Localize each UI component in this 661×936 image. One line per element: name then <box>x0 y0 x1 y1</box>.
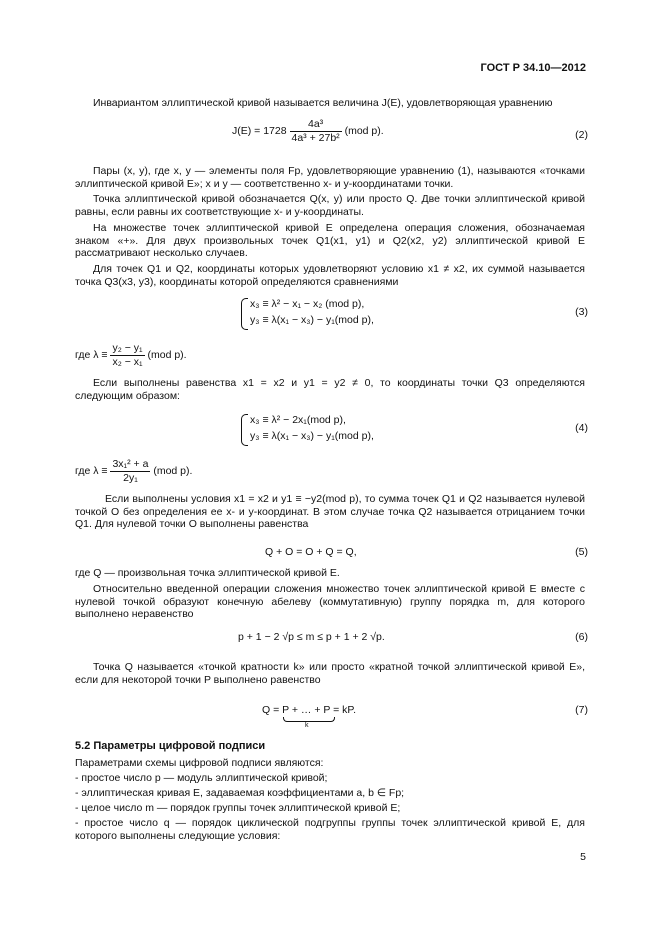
equation-7 <box>262 704 356 717</box>
section-intro: Параметрами схемы цифровой подписи являются: <box>75 757 324 769</box>
equation-3-line2: y₃ ≡ λ(x₁ − x₃) − y₁(mod p), <box>250 314 374 326</box>
eq4-brace <box>241 414 248 446</box>
eq3-brace <box>241 298 248 330</box>
paragraph-group: Относительно введенной операции сложения множество точек эллиптической кривой E вместе с нулевой точкой образуют конечную абелеву (коммутативную) группу порядка m, для которого выполнено неравенство <box>75 583 585 621</box>
lam2-numerator: 3x₁² + a <box>112 458 149 470</box>
lambda-definition-1 <box>75 342 187 368</box>
equation-4-line2: y₃ ≡ λ(x₁ − x₃) − y₁(mod p), <box>250 430 374 442</box>
paragraph-pairs-line1: Пары (x, y), где x, y — элементы поля Fp, удовлетворяющие уравнению (1), называются «точками <box>93 165 585 177</box>
equation-2-number: (2) <box>575 129 588 141</box>
eq2-lhs: J(E) = 1728 <box>232 124 287 137</box>
lam1-suffix: (mod p). <box>147 348 187 361</box>
eq7-underbrace <box>283 717 335 722</box>
eq7-rhs: = kP. <box>330 704 356 716</box>
eq7-lhs: Q = <box>262 704 283 716</box>
eq7-underbrace-label: k <box>305 722 309 729</box>
section-heading: 5.2 Параметры цифровой подписи <box>75 740 266 752</box>
param-item-4: - простое число q — порядок циклической подгруппы группы точек эллиптической кривой E, для которого выполнены следующие условия: <box>75 817 585 842</box>
paragraph-point-notation: Точка эллиптической кривой обозначается Q(x, y) или просто Q. Две точки эллиптической кривой равны, если равны их соответствующие x- и y-координаты. <box>75 193 585 218</box>
equation-2 <box>232 118 384 144</box>
eq2-fraction <box>290 118 342 144</box>
param-item-2: - эллиптическая кривая E, задаваемая коэффициентами a, b ∈ Fp; <box>75 787 405 799</box>
equation-5: Q + O = O + Q = Q, <box>265 546 357 558</box>
equation-5-number: (5) <box>575 546 588 558</box>
paragraph-arbitrary-point: где Q — произвольная точка эллиптической кривой E. <box>75 567 340 579</box>
eq2-numerator: 4a³ <box>290 118 342 132</box>
equation-3-number: (3) <box>575 306 588 318</box>
lambda-definition-2 <box>75 458 192 484</box>
equation-6: p + 1 − 2 √p ≤ m ≤ p + 1 + 2 √p. <box>238 631 385 643</box>
lam2-denominator: 2y₁ <box>123 471 138 484</box>
paragraph-sum-case: Для точек Q1 и Q2, координаты которых удовлетворяют условию x1 ≠ x2, их суммой называется точка Q3(x3, y3), координаты которой определяются сравнениями <box>75 263 585 288</box>
standard-header: ГОСТ Р 34.10—2012 <box>480 62 586 74</box>
lam1-numerator: y₂ − y₁ <box>112 342 143 354</box>
equation-4-line1: x₃ ≡ λ² − 2x₁(mod p), <box>250 414 346 426</box>
equation-7-number: (7) <box>575 704 588 716</box>
page-number: 5 <box>580 851 586 863</box>
paragraph-doubling: Если выполнены равенства x1 = x2 и y1 = y2 ≠ 0, то координаты точки Q3 определяются следующим образом: <box>75 377 585 402</box>
paragraph-multiple-point: Точка Q называется «точкой кратности k» или просто «кратной точкой эллиптической кривой E», если для некоторой точки P выполнено равенство <box>75 661 585 686</box>
equation-3-line1: x₃ ≡ λ² − x₁ − x₂ (mod p), <box>250 298 365 310</box>
lam2-suffix: (mod p). <box>153 464 193 477</box>
param-item-3: - целое число m — порядок группы точек эллиптической кривой E; <box>75 802 401 814</box>
param-item-1: - простое число p — модуль эллиптической кривой; <box>75 772 328 784</box>
paragraph-pairs-line2: эллиптической кривой E»; x и y — соответственно x- и y-координатами точки. <box>75 178 454 190</box>
eq2-rhs: (mod p). <box>344 124 384 137</box>
eq2-denominator: 4a³ + 27b² <box>291 131 340 144</box>
paragraph-addition: На множестве точек эллиптической кривой E определена операция сложения, обозначаемая знаком «+». Для двух произвольных точек Q1(x1, y1) и Q2(x2, y2) эллиптической кривой E рассматривают несколько случаев. <box>75 222 585 260</box>
lam2-fraction <box>110 458 150 484</box>
equation-4-number: (4) <box>575 422 588 434</box>
equation-6-number: (6) <box>575 631 588 643</box>
paragraph-zero-point: Если выполнены условия x1 = x2 и y1 ≡ −y2(mod p), то сумма точек Q1 и Q2 называется нулевой точкой O без определения ее x- и y-координат. В этом случае точка Q2 называется отрицанием точки Q1. Для нулевой точки O выполнены равенства <box>75 493 585 531</box>
paragraph-invariant: Инвариантом эллиптической кривой называется величина J(E), удовлетворяющая уравнению <box>93 97 553 109</box>
lam1-fraction <box>110 342 144 368</box>
lam2-prefix: где λ ≡ <box>75 464 108 477</box>
lam1-prefix: где λ ≡ <box>75 348 108 361</box>
eq7-brace-part: P + … + P <box>282 704 331 716</box>
lam1-denominator: x₂ − x₁ <box>112 355 143 368</box>
